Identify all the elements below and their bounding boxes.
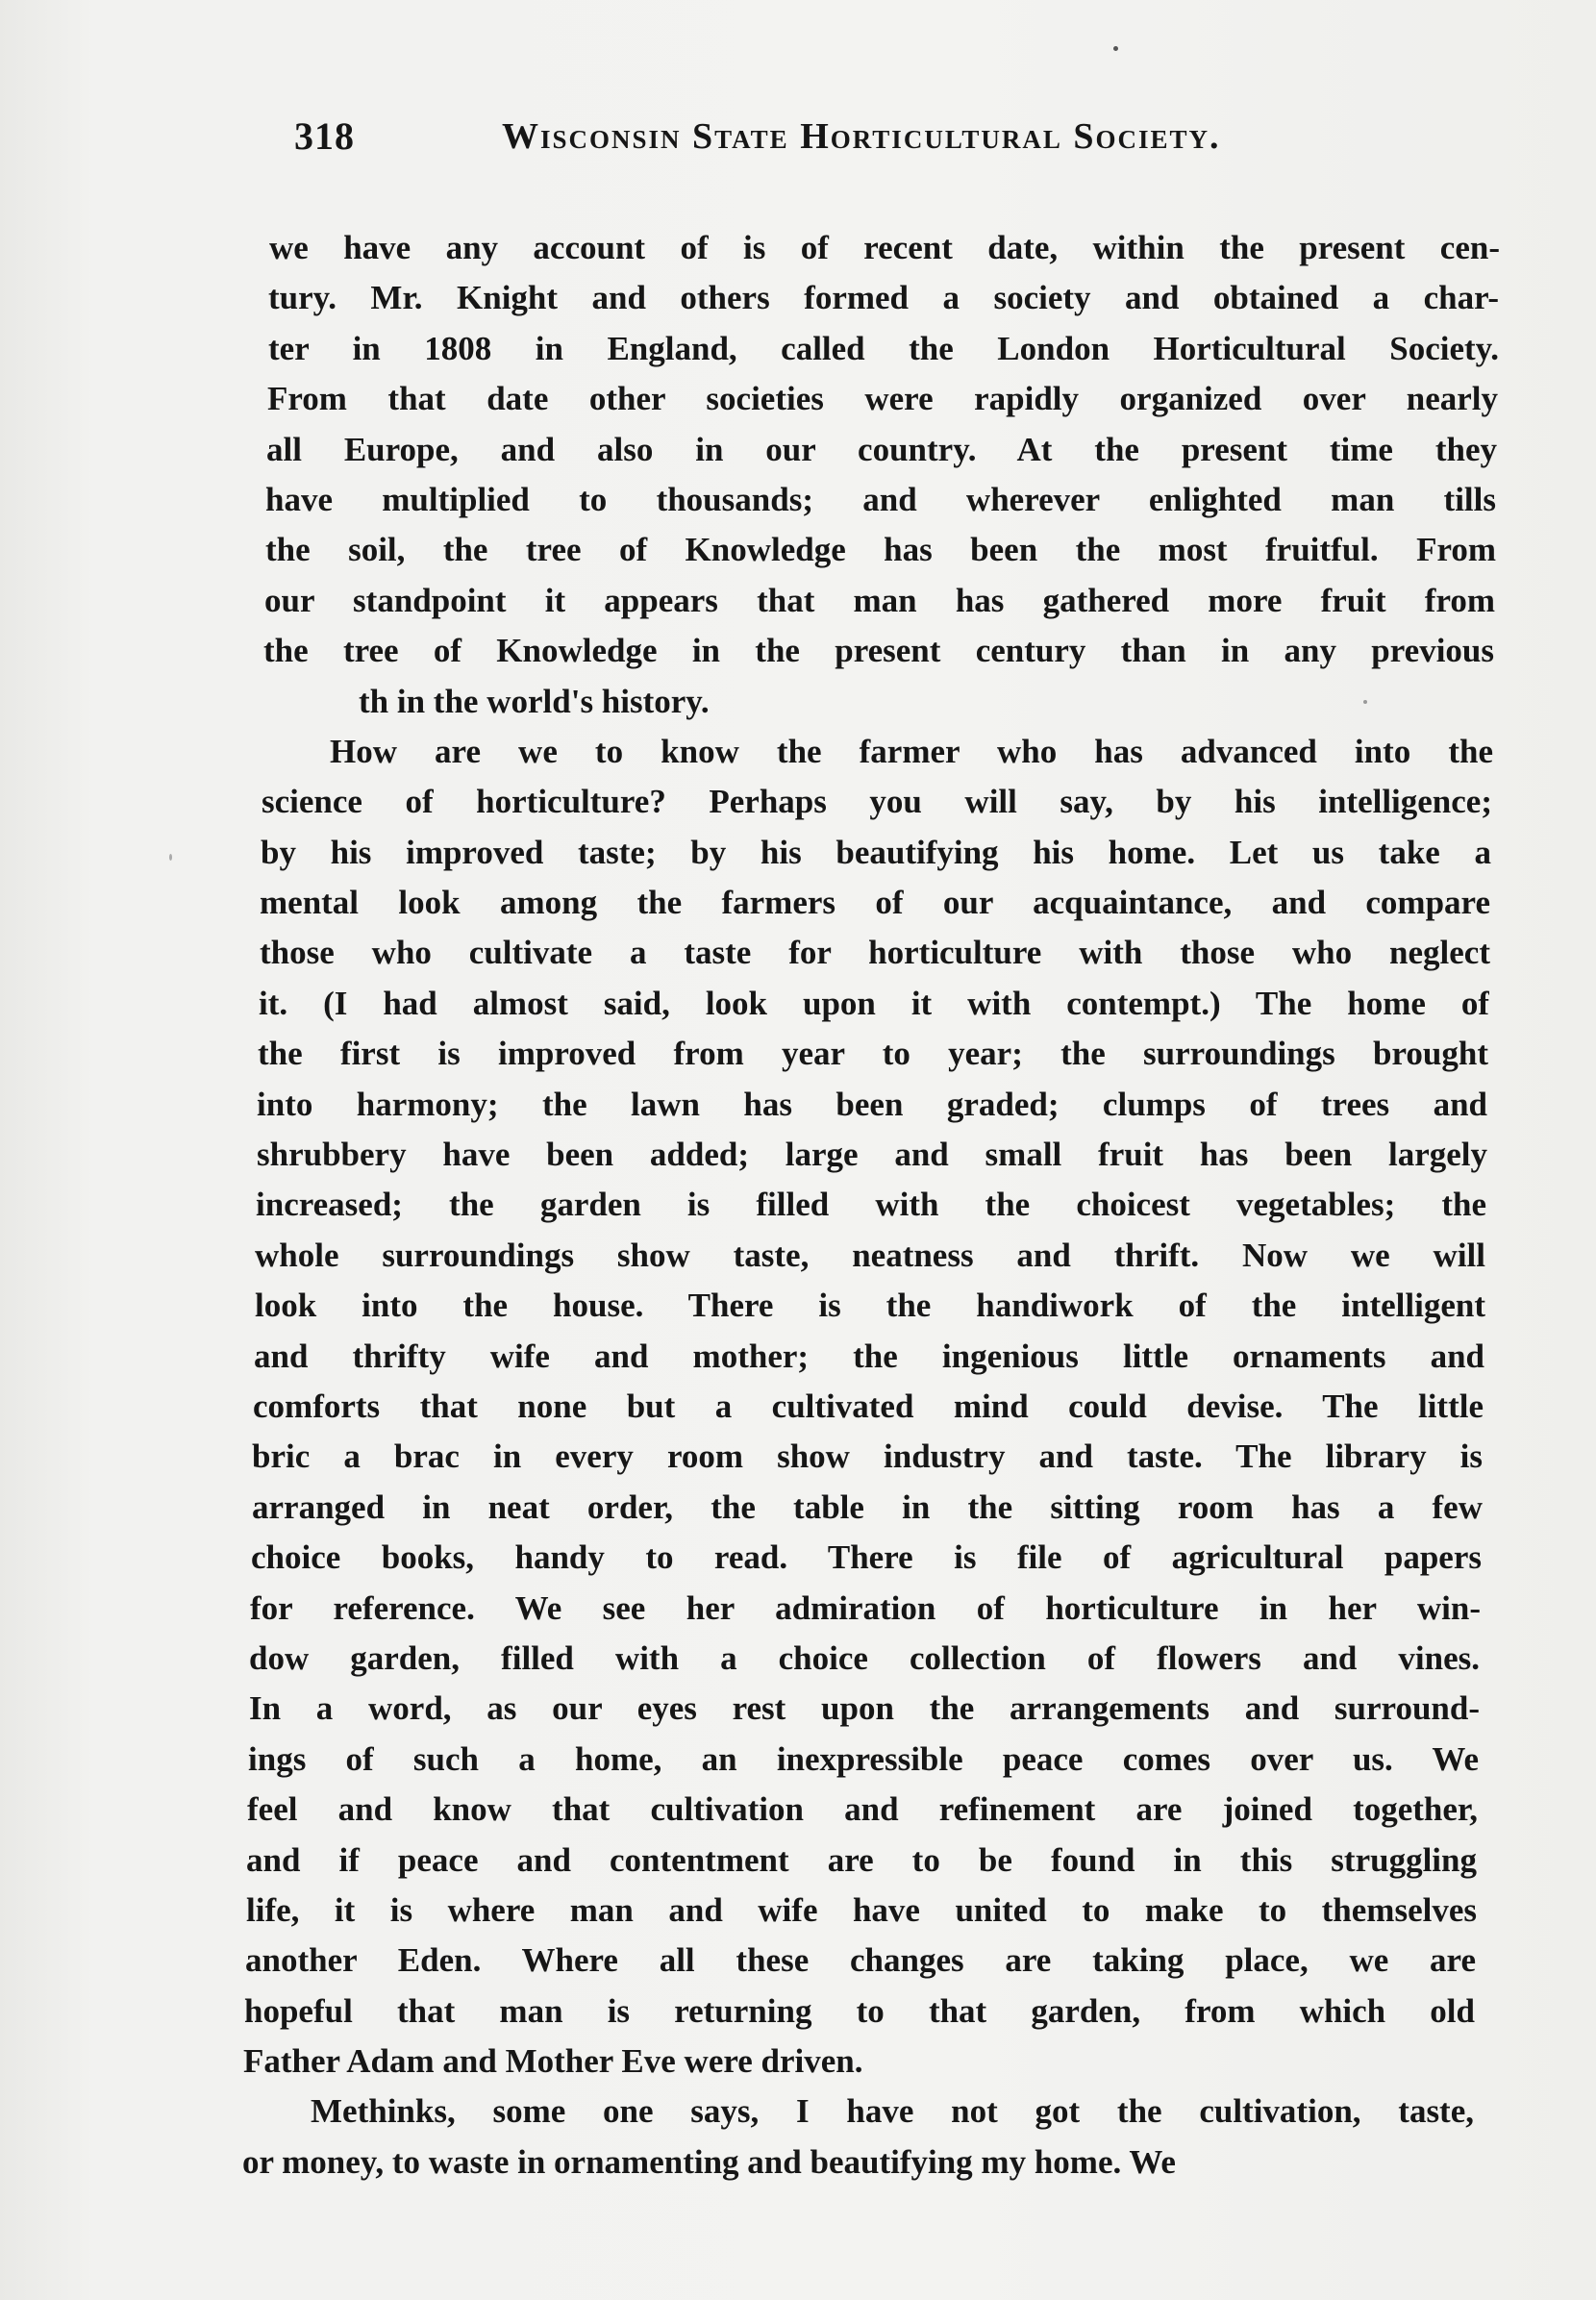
text-line: those who cultivate a taste for horticulture with those who neglect	[260, 934, 1490, 972]
text-line: science of horticulture? Perhaps you will say, by his intelligence;	[262, 783, 1492, 821]
text-line: increased; the garden is filled with the choicest vegetables; the	[256, 1186, 1486, 1224]
page-number: 318	[294, 114, 355, 158]
text-line: and thrifty wife and mother; the ingenious little ornaments and	[254, 1337, 1484, 1375]
text-line: have multiplied to thousands; and wherever enlighted man tills	[265, 480, 1496, 518]
text-line: comforts that none but a cultivated mind could devise. The little	[253, 1387, 1484, 1425]
page-header	[294, 113, 1333, 181]
text-line: whole surroundings show taste, neatness and thrift. Now we will	[255, 1236, 1485, 1274]
text-line: life, it is where man and wife have united to make to themselves	[246, 1890, 1477, 1929]
text-line: mental look among the farmers of our acquaintance, and compare	[260, 884, 1490, 922]
text-line: shrubbery have been added; large and small fruit has been largely	[257, 1136, 1487, 1174]
ink-speck	[1363, 700, 1367, 704]
text-line: and if peace and contentment are to be found in this struggling	[246, 1840, 1477, 1879]
text-line: for reference. We see her admiration of horticulture in her win-	[250, 1588, 1481, 1627]
ink-speck	[1113, 46, 1118, 51]
text-line: the soil, the tree of Knowledge has been the most fruitful. From	[265, 531, 1496, 569]
text-line: th in the world's history.	[359, 682, 710, 720]
paragraph	[242, 2087, 1500, 2188]
text-line: Father Adam and Mother Eve were driven.	[243, 2042, 863, 2081]
text-line: How are we to know the farmer who has advanced into the	[330, 732, 1493, 770]
text-line: ings of such a home, an inexpressible peace comes over us. We	[248, 1739, 1479, 1778]
paragraph	[243, 727, 1500, 2088]
text-line: dow garden, filled with a choice collection of flowers and vines.	[249, 1638, 1480, 1677]
text-line: our standpoint it appears that man has gathered more fruit from	[264, 581, 1495, 619]
text-line: or money, to waste in ornamenting and beautifying my home. We	[242, 2142, 1176, 2181]
text-line: all Europe, and also in our country. At the present time they	[266, 430, 1497, 468]
text-line: feel and know that cultivation and refinement are joined together,	[247, 1790, 1478, 1829]
text-line: choice books, handy to read. There is file of agricultural papers	[251, 1538, 1482, 1577]
paragraph	[263, 223, 1500, 727]
text-line: into harmony; the lawn has been graded; clumps of trees and	[257, 1085, 1487, 1123]
ink-speck	[169, 854, 172, 861]
text-line: by his improved taste; by his beautifying his home. Let us take a	[261, 833, 1491, 871]
text-line: we have any account of is of recent date, within the present cen-	[269, 229, 1500, 266]
text-line: another Eden. Where all these changes are taking place, we are	[245, 1941, 1476, 1980]
text-line: the first is improved from year to year; the surroundings brought	[258, 1035, 1488, 1073]
text-line: tury. Mr. Knight and others formed a society and obtained a char-	[268, 279, 1499, 317]
text-line: the tree of Knowledge in the present century than in any previous	[263, 632, 1494, 670]
running-title: Wisconsin State Horticultural Society.	[502, 116, 1221, 157]
text-line: look into the house. There is the handiwork of the intelligent	[255, 1287, 1485, 1325]
text-line: In a word, as our eyes rest upon the arrangements and surround-	[249, 1689, 1480, 1728]
text-line: bric a brac in every room show industry and taste. The library is	[252, 1438, 1483, 1476]
text-line: From that date other societies were rapidly organized over nearly	[267, 380, 1498, 418]
text-line: Methinks, some one says, I have not got the cultivation, taste,	[311, 2092, 1474, 2131]
body-text	[242, 223, 1500, 2188]
text-line: arranged in neat order, the table in the sitting room has a few	[252, 1488, 1483, 1526]
text-line: hopeful that man is returning to that garden, from which old	[244, 1991, 1475, 2030]
text-line: ter in 1808 in England, called the London Horticultural Society.	[268, 329, 1499, 367]
text-line: it. (I had almost said, look upon it with contempt.) The home of	[259, 984, 1489, 1022]
